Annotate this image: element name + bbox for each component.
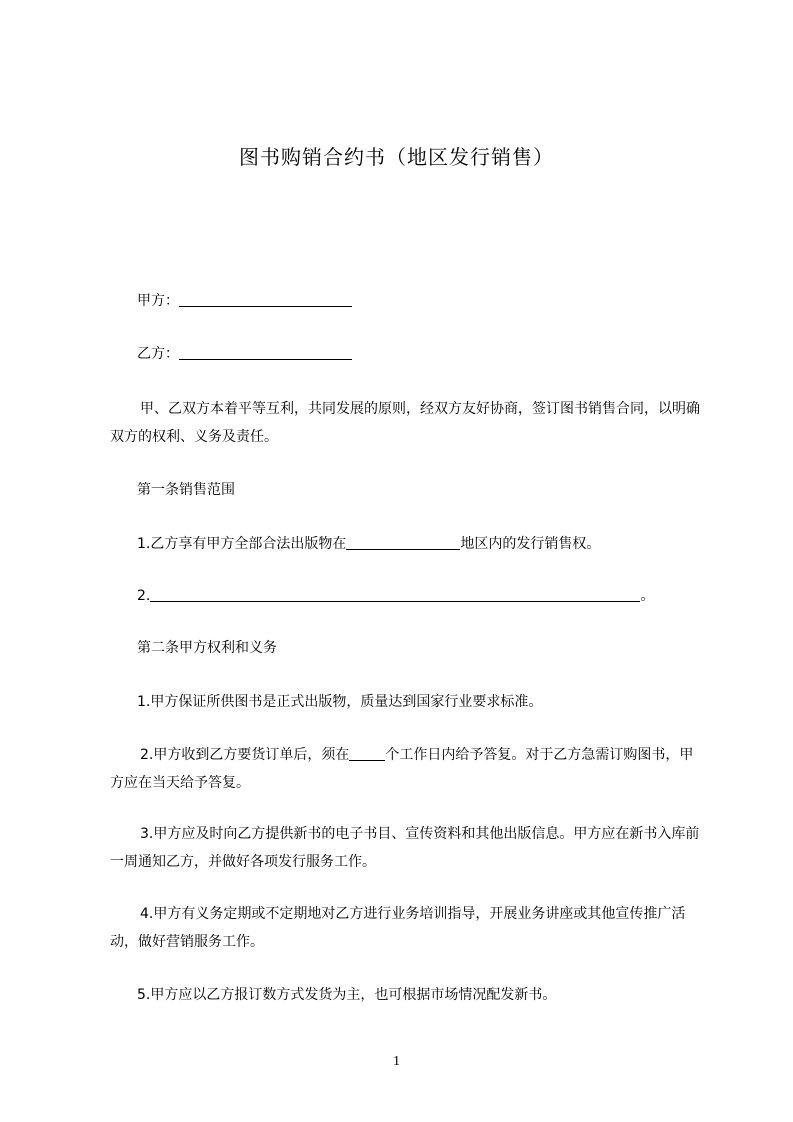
party-b-line: [137, 340, 352, 368]
article1-item2-pre: 2.: [137, 588, 151, 604]
party-b-blank: [179, 343, 352, 360]
article2-item2-pre: 2.甲方收到乙方要货订单后，须在: [140, 747, 350, 763]
party-a-blank: [179, 290, 352, 307]
article2-item2-post: 个工作日内给予答复。对于乙方急需订购图书，甲方应在当天给予答复。: [110, 747, 694, 791]
intro-paragraph: 甲、乙双方本着平等互利，共同发展的原则，经双方友好协商，签订图书销售合同，以明确双方的权利、义务及责任。: [110, 401, 700, 445]
article1-item2-post: 。: [640, 588, 655, 604]
workdays-blank: [349, 744, 385, 761]
article1-item1: [137, 530, 600, 558]
document-title: 图书购销合约书（地区发行销售）: [239, 145, 554, 169]
article1-item1-post: 地区内的发行销售权。: [460, 536, 601, 552]
article1-item1-pre: 1.乙方享有甲方全部合法出版物在: [137, 536, 347, 552]
article2-item3: 3.甲方应及时向乙方提供新书的电子书目、宣传资料和其他出版信息。甲方应在新书入库前一周通知乙方，并做好各项发行服务工作。: [110, 826, 700, 870]
party-a-label: 甲方：: [137, 293, 179, 309]
article2-item4: 4.甲方有义务定期或不定期地对乙方进行业务培训指导，开展业务讲座或其他宣传推广活动，做好营销服务工作。: [110, 906, 686, 950]
article2-item2: [110, 741, 706, 797]
region-blank: [346, 533, 460, 550]
item2-blank: [150, 585, 640, 602]
article2-item5: 5.甲方应以乙方报订数方式发货为主，也可根据市场情况配发新书。: [137, 987, 557, 1003]
article2-item1: 1.甲方保证所供图书是正式出版物，质量达到国家行业要求标准。: [137, 694, 543, 710]
article2-heading: 第二条甲方权利和义务: [137, 640, 277, 656]
article1-item2: [137, 582, 654, 610]
party-b-label: 乙方：: [137, 346, 179, 362]
party-a-line: [137, 287, 352, 315]
page-number: 1: [393, 1054, 400, 1069]
article1-heading: 第一条销售范围: [137, 482, 235, 498]
